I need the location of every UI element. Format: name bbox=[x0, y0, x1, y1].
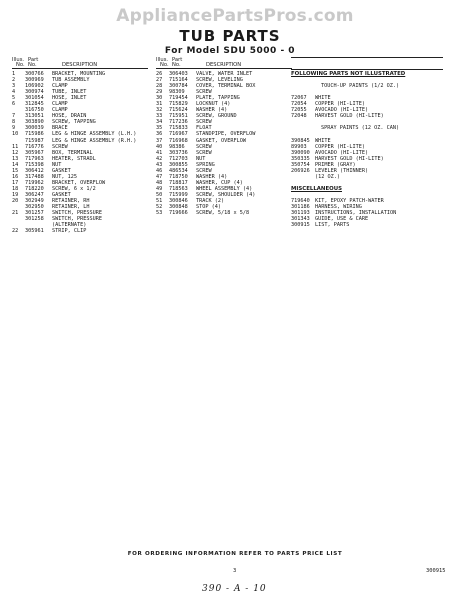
part-description: (ALTERNATE) bbox=[52, 222, 87, 229]
part-number: 98309 bbox=[169, 89, 185, 96]
part-description: SCREW, SHOULDER (4) bbox=[196, 191, 256, 198]
illus-number: 47 bbox=[156, 173, 163, 180]
part-number: 72054 bbox=[291, 101, 307, 108]
part-number: 301258 bbox=[25, 216, 44, 223]
illus-number: 50 bbox=[156, 191, 163, 198]
parts-row bbox=[291, 222, 461, 228]
part-number: 305967 bbox=[25, 149, 44, 156]
part-description: WASHER, CUP (4) bbox=[196, 179, 243, 186]
illus-number: 28 bbox=[156, 83, 163, 90]
illus-number: 2 bbox=[12, 77, 16, 84]
part-description: GASKET, OVERFLOW bbox=[196, 137, 246, 144]
illus-label: Illus. bbox=[12, 57, 25, 63]
part-number: 301054 bbox=[25, 95, 44, 102]
page-number: 3 bbox=[233, 568, 237, 574]
part-description: TUB ASSEMBLY bbox=[52, 77, 90, 84]
part-number: 301343 bbox=[291, 216, 310, 223]
part-description: HARVEST GOLD (HI-LITE) bbox=[315, 113, 384, 120]
illus-number: 35 bbox=[156, 125, 163, 132]
parts-row bbox=[12, 228, 152, 234]
part-number: 350754 bbox=[291, 161, 310, 168]
part-description: CLAMP bbox=[52, 83, 68, 90]
part-description: LIST, PARTS bbox=[315, 222, 350, 229]
part-description: SCREW bbox=[52, 143, 68, 150]
part-number: 716967 bbox=[169, 131, 188, 138]
illus-number: 18 bbox=[12, 185, 19, 192]
part-description: LEG & HINGE ASSEMBLY (L.H.) bbox=[52, 131, 137, 138]
part-description: WHEEL ASSEMBLY (4) bbox=[196, 185, 253, 192]
part-description: INSTRUCTIONS, INSTALLATION bbox=[315, 210, 397, 217]
page-title: TUB PARTS bbox=[179, 27, 281, 45]
part-number: 206926 bbox=[291, 167, 310, 174]
illus-number: 32 bbox=[156, 107, 163, 114]
part-description: COVER, TERMINAL BOX bbox=[196, 83, 256, 90]
part-number: 301257 bbox=[25, 210, 44, 217]
illus-number: 20 bbox=[12, 197, 19, 204]
part-description: GUIDE, USE & CARE bbox=[315, 216, 369, 223]
ordering-footer: FOR ORDERING INFORMATION REFER TO PARTS PRICE LIST bbox=[127, 551, 343, 557]
part-description: STANDPIPE, OVERFLOW bbox=[196, 131, 256, 138]
part-number: 300766 bbox=[25, 71, 44, 77]
part-description: TRACK (2) bbox=[196, 197, 225, 204]
part-number: 715987 bbox=[25, 137, 44, 144]
part-description: RETAINER, LH bbox=[52, 204, 90, 211]
illus-number: 22 bbox=[12, 228, 19, 235]
illus-number: 15 bbox=[12, 167, 19, 174]
part-description: LEG & HINGE ASSEMBLY (R.H.) bbox=[52, 137, 137, 144]
part-number: 715999 bbox=[169, 191, 188, 198]
part-description: HOSE, DRAIN bbox=[52, 113, 87, 120]
part-number: 302949 bbox=[25, 197, 44, 204]
part-number: 719640 bbox=[291, 197, 310, 204]
illus-number: 37 bbox=[156, 137, 163, 144]
part-description: SCREW bbox=[196, 167, 212, 174]
part-description: (12 OZ.) bbox=[315, 173, 340, 180]
part-number: 72067 bbox=[291, 95, 307, 102]
part-number: 106902 bbox=[25, 83, 44, 90]
part-description: NUT bbox=[196, 155, 206, 162]
part-description: NUT bbox=[52, 161, 62, 168]
part-number: 312845 bbox=[25, 101, 44, 108]
section-heading: MISCELLANEOUS bbox=[291, 185, 342, 192]
part-description: FLOAT bbox=[196, 125, 212, 132]
illus-number: 34 bbox=[156, 119, 163, 126]
illus-number: 53 bbox=[156, 210, 163, 217]
part-description: VALVE, WATER INLET bbox=[196, 71, 253, 77]
no-label: No. bbox=[160, 62, 169, 68]
part-description: SCREW bbox=[196, 149, 212, 156]
part-description: HOSE, INLET bbox=[52, 95, 87, 102]
part-description: SCREW bbox=[196, 143, 212, 150]
model-subtitle: For Model SDU 5000 - 0 bbox=[164, 46, 296, 56]
part-number: 715164 bbox=[169, 77, 188, 84]
description-label: DESCRIPTION bbox=[206, 62, 242, 68]
part-description: WASHER (4) bbox=[196, 173, 228, 180]
part-description: LEVELER (THINNER) bbox=[315, 167, 369, 174]
part-description: SWITCH, PRESSURE bbox=[52, 216, 102, 223]
part-description: WHITE bbox=[315, 137, 331, 144]
part-description: STRIP, CLIP bbox=[52, 228, 87, 235]
part-number: 715986 bbox=[25, 131, 44, 138]
part-number: 715624 bbox=[169, 107, 188, 114]
part-number: 715398 bbox=[25, 161, 44, 168]
part-number: 712703 bbox=[169, 155, 188, 162]
part-description: SCREW, GROUND bbox=[196, 113, 237, 120]
illus-number: 26 bbox=[156, 71, 163, 77]
part-description: WASHER (4) bbox=[196, 107, 228, 114]
illus-number: 49 bbox=[156, 185, 163, 192]
part-description: AVOCADO (HI-LITE) bbox=[315, 107, 369, 114]
part-number: 72048 bbox=[291, 113, 307, 120]
column-header-right bbox=[291, 57, 443, 70]
illus-number: 1 bbox=[12, 71, 16, 77]
part-number: 716968 bbox=[169, 137, 188, 144]
part-number: 306403 bbox=[169, 71, 188, 77]
illus-number: 33 bbox=[156, 113, 163, 120]
part-number: 486534 bbox=[169, 167, 188, 174]
part-number: 300974 bbox=[25, 89, 44, 96]
part-description: PRIMER (GRAY) bbox=[315, 161, 356, 168]
illus-number: 8 bbox=[12, 119, 16, 126]
part-description: SPRAY PAINTS (12 OZ. CAN) bbox=[321, 125, 400, 132]
part-number: 306412 bbox=[25, 167, 44, 174]
part-number: 300915 bbox=[291, 222, 310, 229]
part-number: 717236 bbox=[169, 119, 188, 126]
illus-number: 12 bbox=[12, 149, 19, 156]
illus-number: 10 bbox=[12, 131, 19, 138]
watermark: AppliancePartsPros.com bbox=[116, 6, 354, 26]
part-number: 718817 bbox=[169, 179, 188, 186]
part-number: 718750 bbox=[169, 173, 188, 180]
parts-column-3 bbox=[291, 71, 461, 228]
part-description: SCREW, LEVELING bbox=[196, 77, 243, 84]
part-description: GASKET bbox=[52, 167, 71, 174]
part-description: SCREW, 5/18 x 5/8 bbox=[196, 210, 250, 217]
illus-number: 40 bbox=[156, 143, 163, 150]
part-number: 301193 bbox=[291, 210, 310, 217]
illus-number: 51 bbox=[156, 197, 163, 204]
part-description: NUT, 125 bbox=[52, 173, 77, 180]
illus-label: Illus. bbox=[156, 57, 169, 63]
part-number: 317488 bbox=[25, 173, 44, 180]
section-heading: FOLLOWING PARTS NOT ILLUSTRATED bbox=[291, 71, 406, 77]
part-number: 300039 bbox=[25, 125, 44, 132]
illus-number: 29 bbox=[156, 89, 163, 96]
part-description: PLATE, TAPPING bbox=[196, 95, 240, 102]
part-number: 72055 bbox=[291, 107, 307, 114]
handwritten-note: 390 - A - 10 bbox=[202, 584, 267, 594]
part-description: SCREW bbox=[196, 89, 212, 96]
part-description: CLAMP bbox=[52, 107, 68, 114]
part-description: TOUCH-UP PAINTS (1/2 OZ.) bbox=[321, 83, 400, 90]
part-description: HEATER, STRADL bbox=[52, 155, 96, 162]
parts-column-1 bbox=[12, 71, 152, 234]
part-number: 300846 bbox=[169, 197, 188, 204]
illus-number: 21 bbox=[12, 210, 19, 217]
part-number: 313051 bbox=[25, 113, 44, 120]
part-description: WHITE bbox=[315, 95, 331, 102]
part-description: BRACKET, MOUNTING bbox=[52, 71, 106, 77]
illus-number: 19 bbox=[12, 191, 19, 198]
part-description: SCREW bbox=[196, 119, 212, 126]
part-description: GASKET bbox=[52, 191, 71, 198]
illus-number: 48 bbox=[156, 179, 163, 186]
part-number: 719962 bbox=[25, 179, 44, 186]
part-number: 715951 bbox=[169, 113, 188, 120]
part-description: BRACKET, OVERFLOW bbox=[52, 179, 106, 186]
part-number: 715833 bbox=[169, 125, 188, 132]
part-description: COPPER (HI-LITE) bbox=[315, 101, 365, 108]
part-description: SCREW, TAPPING bbox=[52, 119, 96, 126]
part-number: 715829 bbox=[169, 101, 188, 108]
part-number: 98386 bbox=[169, 143, 185, 150]
illus-number: 30 bbox=[156, 95, 163, 102]
part-description: LOCKNUT (4) bbox=[196, 101, 231, 108]
part-description: AVOCADO (HI-LITE) bbox=[315, 149, 369, 156]
part-number: 305961 bbox=[25, 228, 44, 235]
part-number: 390845 bbox=[291, 137, 310, 144]
illus-number: 36 bbox=[156, 131, 163, 138]
illus-number: 16 bbox=[12, 173, 19, 180]
part-number: 300784 bbox=[169, 83, 188, 90]
part-description: RETAINER, RH bbox=[52, 197, 90, 204]
description-label: DESCRIPTION bbox=[62, 62, 98, 68]
illus-number: 7 bbox=[12, 113, 16, 120]
part-description: STOP (4) bbox=[196, 204, 221, 211]
illus-number: 4 bbox=[12, 89, 16, 96]
part-number: 316750 bbox=[25, 107, 44, 114]
part-number: 306247 bbox=[25, 191, 44, 198]
part-description: BOX, TERMINAL bbox=[52, 149, 93, 156]
part-number: 300848 bbox=[169, 204, 188, 211]
parts-row bbox=[156, 210, 290, 216]
illus-number: 6 bbox=[12, 101, 16, 108]
part-number: 390090 bbox=[291, 149, 310, 156]
illus-number: 13 bbox=[12, 155, 19, 162]
illus-number: 41 bbox=[156, 149, 163, 156]
part-description: HARVEST GOLD (HI-LITE) bbox=[315, 155, 384, 162]
document-code: 300915 bbox=[426, 568, 446, 574]
part-number: 89903 bbox=[291, 143, 307, 150]
illus-number: 52 bbox=[156, 204, 163, 211]
part-label: Part bbox=[28, 57, 39, 63]
part-description: HARNESS, WIRING bbox=[315, 204, 362, 211]
part-number: 300855 bbox=[169, 161, 188, 168]
part-description: SPRING bbox=[196, 161, 215, 168]
part-number: 719666 bbox=[169, 210, 188, 217]
parts-column-2 bbox=[156, 71, 290, 216]
part-number: 303890 bbox=[25, 119, 44, 126]
part-description: SWITCH, PRESSURE bbox=[52, 210, 102, 217]
no-label: No. bbox=[16, 62, 25, 68]
illus-number: 3 bbox=[12, 83, 16, 90]
part-number: 350335 bbox=[291, 155, 310, 162]
part-description: SCREW, 6 x 1/2 bbox=[52, 185, 96, 192]
part-number: 301186 bbox=[291, 204, 310, 211]
part-number: 303736 bbox=[169, 149, 188, 156]
illus-number: 5 bbox=[12, 95, 16, 102]
part-number: 717963 bbox=[25, 155, 44, 162]
part-description: KIT, EPOXY PATCH-WATER bbox=[315, 197, 384, 204]
part-number: 302950 bbox=[25, 204, 44, 211]
part-number: 716776 bbox=[25, 143, 44, 150]
part-number: 719454 bbox=[169, 95, 188, 102]
illus-number: 17 bbox=[12, 179, 19, 186]
part-description: BRACE bbox=[52, 125, 68, 132]
part-label: Part bbox=[172, 57, 183, 63]
part-description: COPPER (HI-LITE) bbox=[315, 143, 365, 150]
illus-number: 14 bbox=[12, 161, 19, 168]
partno-label: No. bbox=[172, 62, 181, 68]
illus-number: 42 bbox=[156, 155, 163, 162]
illus-number: 43 bbox=[156, 161, 163, 168]
part-description: TUBE, INLET bbox=[52, 89, 87, 96]
illus-number: 27 bbox=[156, 77, 163, 84]
illus-number: 11 bbox=[12, 143, 19, 150]
part-number: 300969 bbox=[25, 77, 44, 84]
part-description: CLAMP bbox=[52, 101, 68, 108]
part-number: 718563 bbox=[169, 185, 188, 192]
illus-number: 9 bbox=[12, 125, 16, 132]
illus-number: 31 bbox=[156, 101, 163, 108]
part-number: 718220 bbox=[25, 185, 44, 192]
illus-number: 46 bbox=[156, 167, 163, 174]
partno-label: No. bbox=[28, 62, 37, 68]
